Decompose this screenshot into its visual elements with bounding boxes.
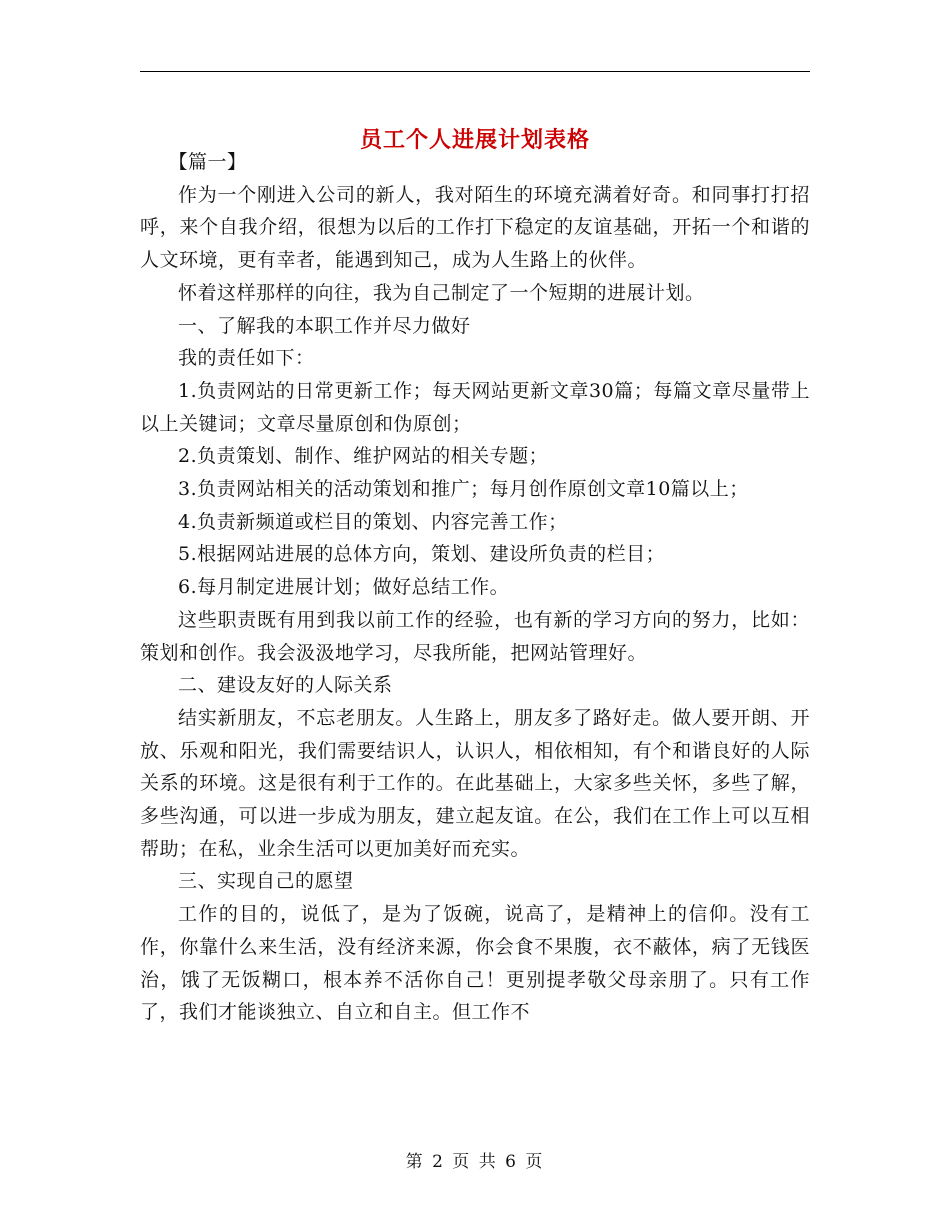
- document-title: 员工个人进展计划表格: [359, 126, 590, 153]
- paragraph-intro: 作为一个刚进入公司的新人，我对陌生的环境充满着好奇。和同事打打招呼，来个自我介绍，很想为以后的工作打下稳定的友谊基础，开拓一个和谐的人文环境，更有幸者，能遇到知己，成为人生路上的伙伴。: [140, 183, 810, 272]
- duty-item-1: 1.负责网站的日常更新工作；每天网站更新文章30篇；每篇文章尽量带上以上关键词；文章尽量原创和伪原创；: [140, 379, 810, 435]
- paragraph-aspirations: 工作的目的，说低了，是为了饭碗，说高了，是精神上的信仰。没有工作，你靠什么来生活，没有经济来源，你会食不果腹，衣不蔽体，病了无钱医治，饿了无饭糊口，根本养不活你自己！更别提孝敬父母亲朋了。只有工作了，我们才能谈独立、自立和自主。但工作不: [140, 903, 810, 1024]
- duty-item-6: 6.每月制定进展计划；做好总结工作。: [178, 576, 510, 599]
- page-indicator: 第 2 页 共 6 页: [405, 1152, 545, 1172]
- paragraph-duties-summary: 这些职责既有用到我以前工作的经验，也有新的学习方向的努力，比如：策划和创作。我会汲汲地学习，尽我所能，把网站管理好。: [140, 608, 810, 664]
- duty-item-3: 3.负责网站相关的活动策划和推广；每月创作原创文章10篇以上；: [178, 478, 749, 501]
- paragraph-duties-intro: 我的责任如下：: [178, 347, 315, 370]
- document-body: [140, 146, 810, 1029]
- duty-item-4: 4.负责新频道或栏目的策划、内容完善工作；: [178, 510, 568, 533]
- heading-section-two: 二、建设友好的人际关系: [178, 674, 393, 697]
- header-rule: [140, 71, 810, 72]
- heading-section-three: 三、实现自己的愿望: [178, 870, 354, 893]
- paragraph-relationships: 结实新朋友，不忘老朋友。人生路上，朋友多了路好走。做人要开朗、开放、乐观和阳光，我们需要结识人，认识人，相依相知，有个和谐良好的人际关系的环境。这是很有利于工作的。在此基础上，大家多些关怀，多些了解，多些沟通，可以进一步成为朋友，建立起友谊。在公，我们在工作上可以互相帮助；在私，业余生活可以更加美好而充实。: [140, 706, 810, 860]
- section-label: 【篇一】: [168, 151, 247, 173]
- heading-section-one: 一、了解我的本职工作并尽力做好: [178, 314, 471, 337]
- duty-item-5: 5.根据网站进展的总体方向，策划、建设所负责的栏目；: [178, 543, 666, 566]
- paragraph-plan-statement: 怀着这样那样的向往，我为自己制定了一个短期的进展计划。: [178, 281, 705, 304]
- duty-item-2: 2.负责策划、制作、维护网站的相关专题；: [178, 445, 549, 468]
